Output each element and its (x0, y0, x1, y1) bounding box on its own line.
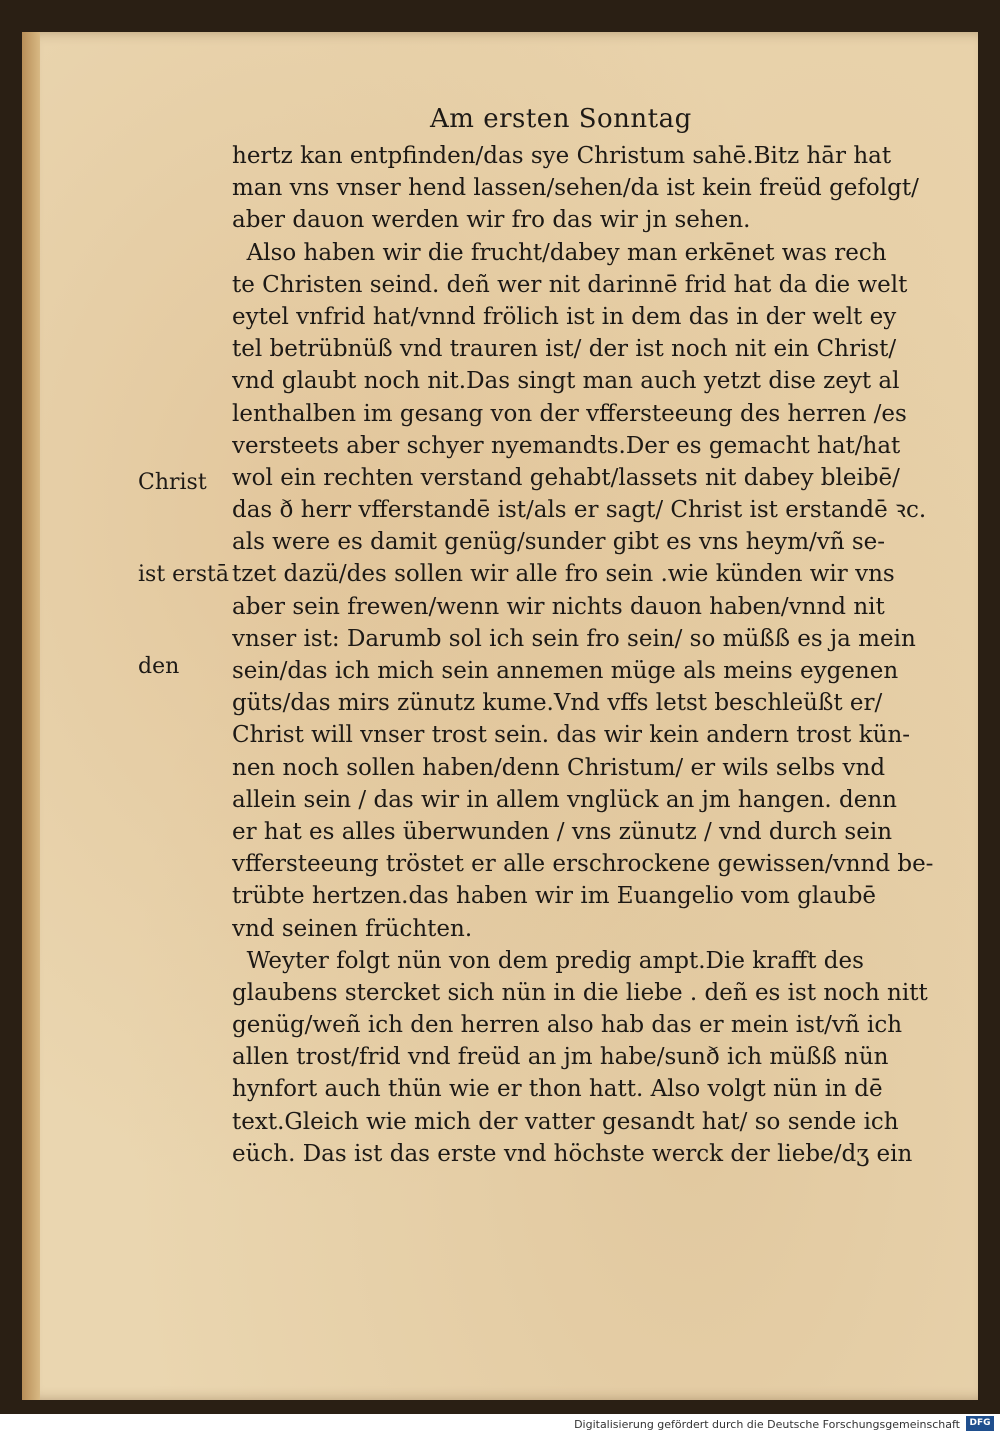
body-text (232, 140, 952, 1170)
text-line: tel betrübnüß vnd trauren ist/ der ist noch nit ein Christ/ (232, 336, 897, 363)
margin-note-line: ist erstā (138, 562, 229, 588)
margin-note-line: Christ (138, 470, 207, 495)
text-line: das ð herr vfferstandē ist/als er sagt/ Christ ist erstandē ꝛc. (232, 497, 927, 524)
text-line: wol ein rechten verstand gehabt/lassets nit dabey bleibē/ (232, 464, 900, 491)
text-line: vnser ist: Darumb sol ich sein fro sein/ so müßß es ja mein (232, 625, 916, 652)
text-line: Also haben wir die frucht/dabey man erkēnet was rech (232, 239, 887, 266)
text-line: aber sein frewen/wenn wir nichts dauon haben/vnnd nit (232, 593, 885, 620)
margin-note-line: den (138, 654, 180, 680)
text-line: te Christen seind. deñ wer nit darinnē frid hat da die welt (232, 271, 908, 298)
text-line: allein sein / das wir in allem vnglück an jm hangen. denn (232, 786, 897, 813)
text-line: eytel vnfrid hat/vnnd frölich ist in dem das in der welt ey (232, 303, 897, 330)
margin-note (138, 408, 234, 745)
text-line: allen trost/frid vnd freüd an jm habe/sunð ich müßß nün (232, 1044, 889, 1071)
text-line: text.Gleich wie mich der vatter gesandt hat/ so sende ich (232, 1108, 899, 1135)
text-line: vnd seinen früchten. (232, 915, 473, 942)
text-line: als were es damit genüg/sunder gibt es vns heym/vñ se- (232, 529, 886, 556)
text-line: aber dauon werden wir fro das wir jn sehen. (232, 207, 751, 234)
text-line: genüg/weñ ich den herren also hab das er mein ist/vñ ich (232, 1012, 903, 1039)
text-line: hynfort auch thün wie er thon hatt. Also volgt nün in dē (232, 1076, 883, 1103)
text-line: hertz kan entpfinden/das sye Christum sahē.Bitz hār hat (232, 143, 892, 169)
text-line: nen noch sollen haben/denn Christum/ er wils selbs vnd (232, 754, 886, 781)
footer-bar (0, 1414, 1000, 1436)
text-line: sein/das ich mich sein annemen müge als meins eygenen (232, 658, 899, 684)
text-line: versteets aber schyer nyemandts.Der es gemacht hat/hat (232, 432, 901, 459)
text-line: güts/das mirs zünutz kume.Vnd vffs letst beschleüßt er/ (232, 690, 883, 717)
text-line: Christ will vnser trost sein. das wir kein andern trost kün- (232, 722, 911, 749)
text-line: glaubens stercket sich nün in die liebe . deñ es ist noch nitt (232, 979, 928, 1006)
text-line: eüch. Das ist das erste vnd höchste werck der liebe/dʒ ein (232, 1140, 913, 1167)
page-edge (22, 32, 40, 1400)
text-line: man vns vnser hend lassen/sehen/da ist kein freüd gefolgt/ (232, 175, 919, 202)
running-title: Am ersten Sonntag (430, 104, 692, 134)
text-line: vfferstеeung tröstet er alle erschrockene gewissen/vnnd be- (232, 851, 934, 878)
text-line: er hat es alles überwunden / vns zünutz / vnd durch sein (232, 818, 893, 845)
text-line: Weyter folgt nün von dem predig ampt.Die krafft des (232, 947, 864, 974)
text-line: tzet dazü/des sollen wir alle fro sein .wie künden wir vns (232, 561, 895, 588)
text-line: lenthalben im gesang von der vfferstеeung des herren /es (232, 400, 907, 427)
digitization-credit: Digitalisierung gefördert durch die Deutsche Forschungsgemeinschaft (574, 1418, 960, 1431)
text-line: vnd glaubt noch nit.Das singt man auch yetzt dise zeyt al (232, 368, 900, 395)
text-line: trübte hertzen.das haben wir im Euangelio vom glaubē (232, 883, 877, 910)
dfg-logo: DFG (966, 1416, 994, 1431)
